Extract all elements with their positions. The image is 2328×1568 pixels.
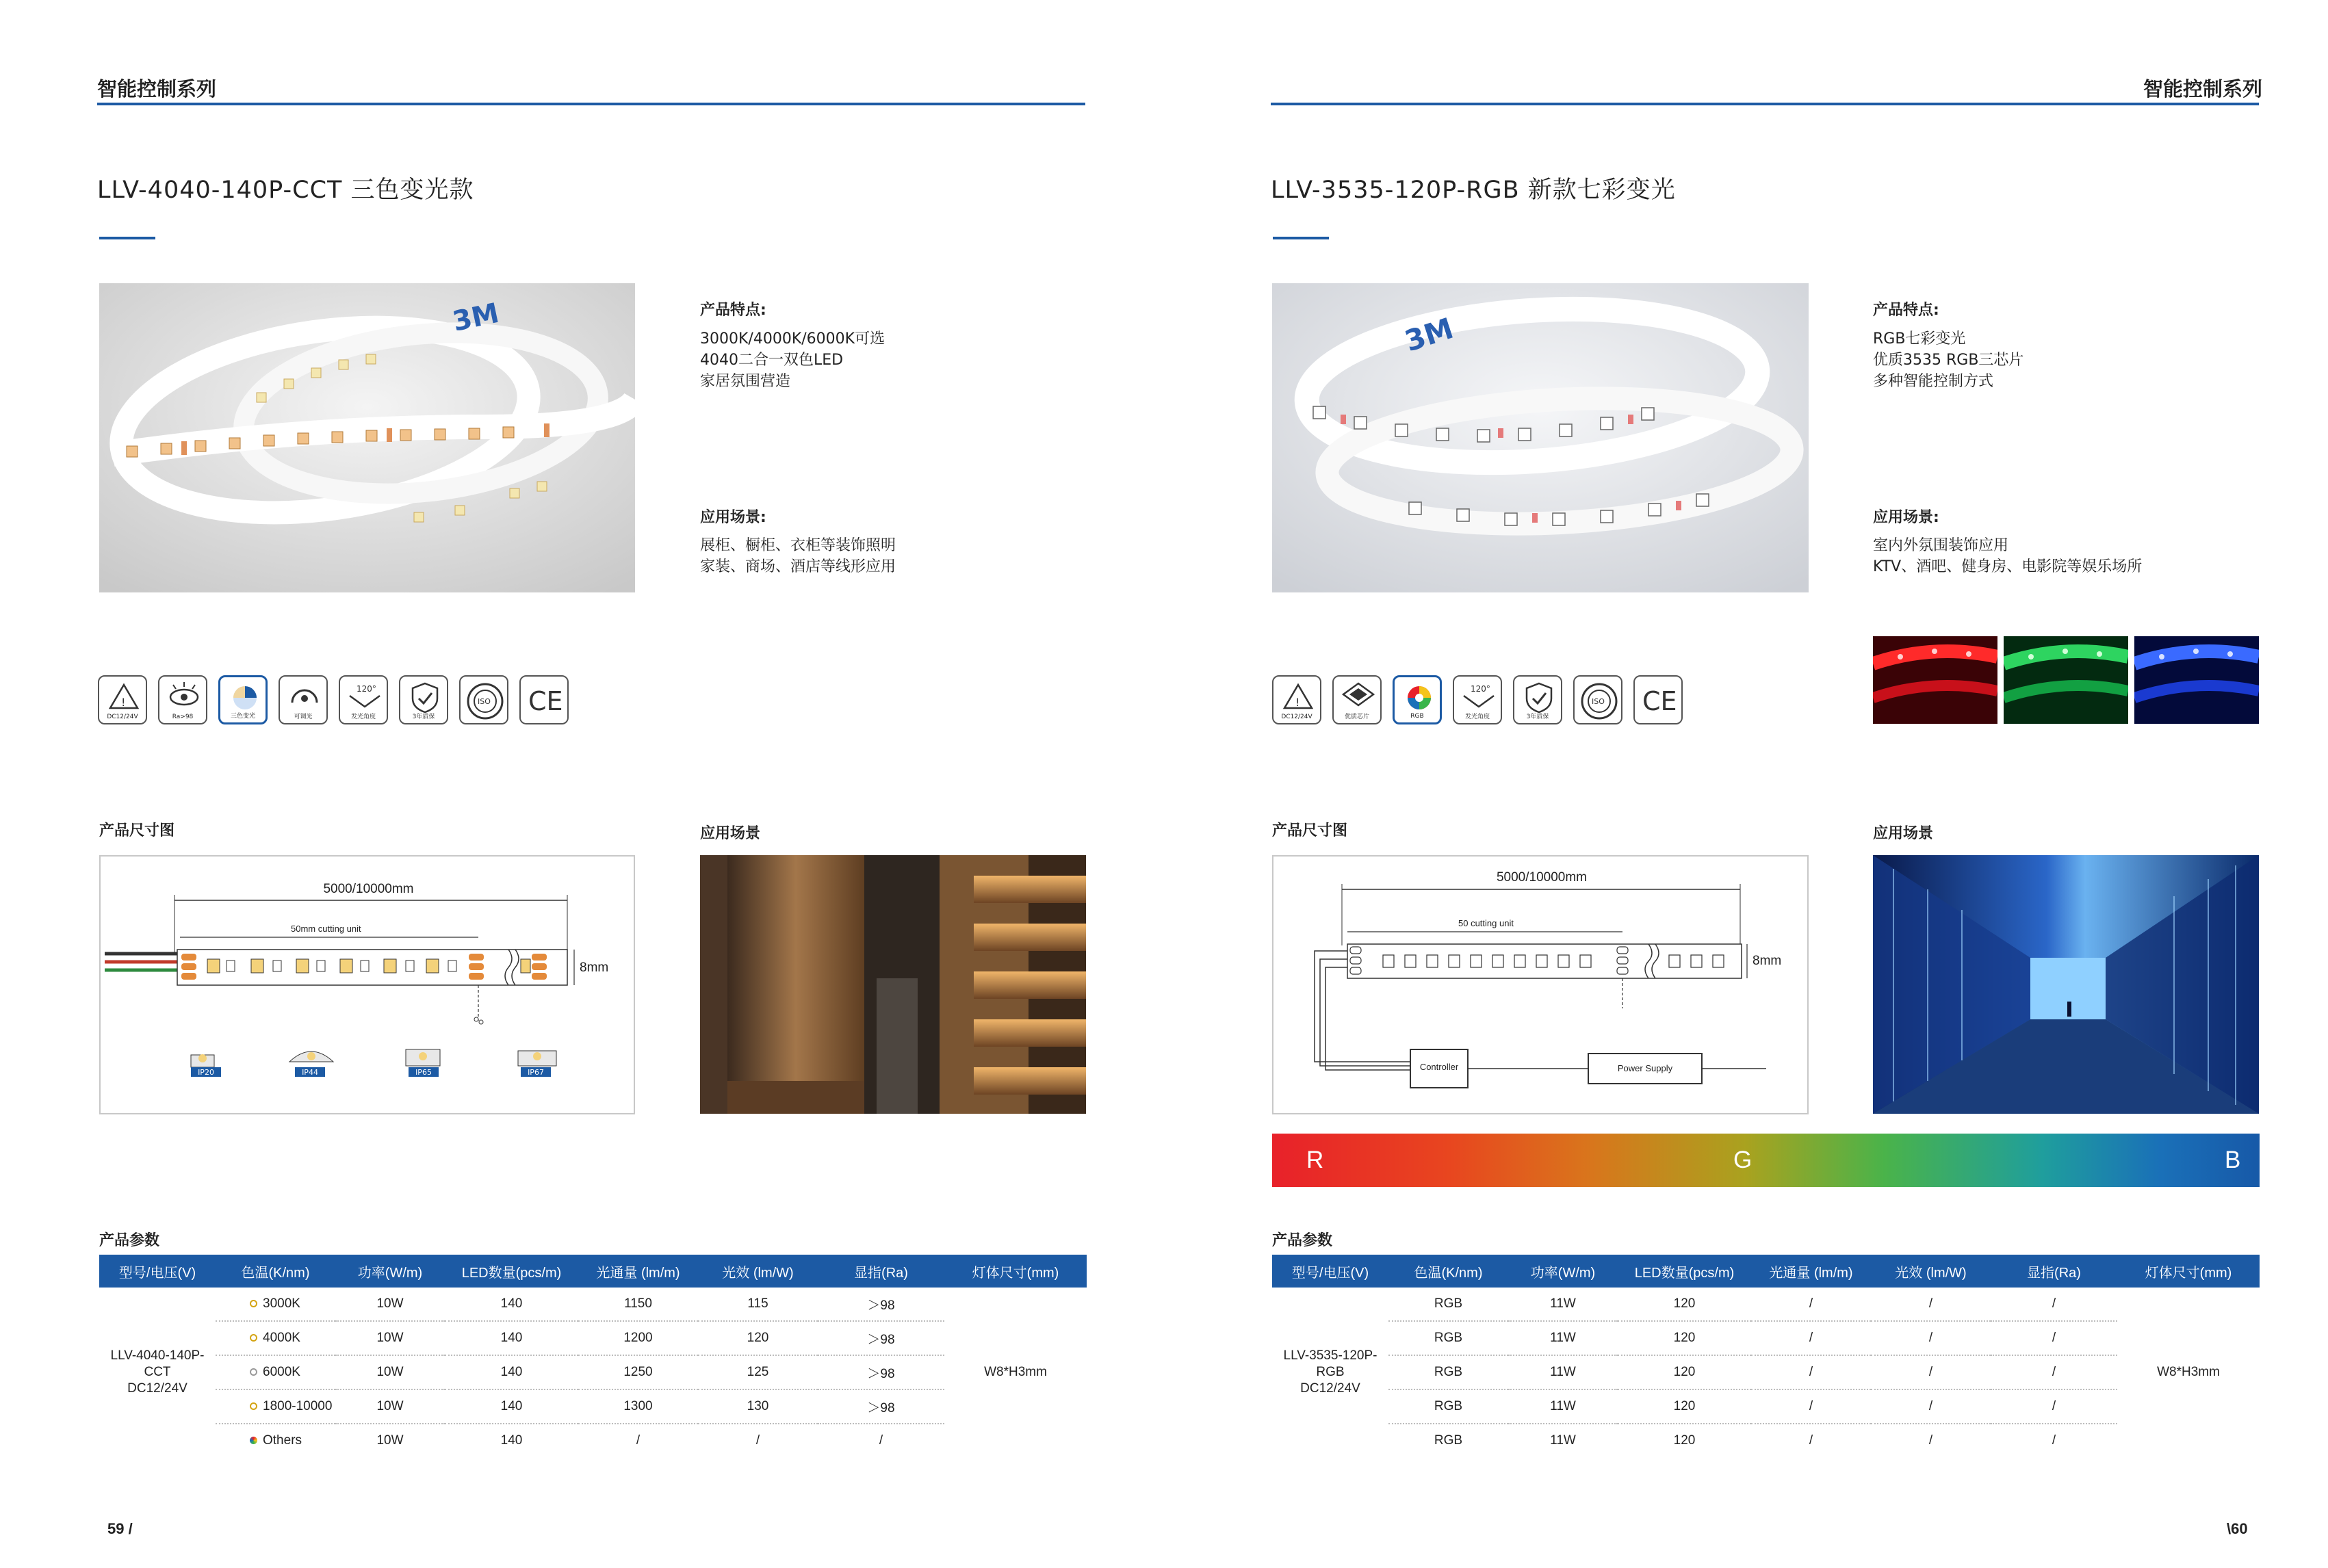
ce-mark-icon [1633,675,1683,724]
iso-certification-icon [1573,675,1622,724]
feature-item: 3000K/4000K/6000K可选 [700,330,885,348]
column-header: 型号/电压(V) [1272,1255,1388,1288]
rgb-bar-label-r: R [1306,1147,1324,1173]
application-item: KTV、酒吧、健身房、电影院等娱乐场所 [1873,558,2143,575]
product-photo-cct-strip [99,283,635,592]
feature-item: 4040二合一双色LED [700,352,844,369]
column-header: 型号/电压(V) [99,1255,216,1288]
feature-icons-left [98,675,577,727]
rgb-bar-label-g: G [1733,1147,1753,1173]
application-item: 室内外氛围装饰应用 [1873,537,2009,554]
svg-text:CE: CE [528,686,563,716]
feature-item: 优质3535 RGB三芯片 [1873,352,2024,369]
model-cell: LLV-3535-120P-RGB DC12/24V [1283,1348,1378,1396]
applications-heading-left: 应用场景: [700,509,766,526]
features-list-right [1873,328,2023,392]
dimmable-icon: 可调光 [279,675,328,724]
strip-length-label: 5000/10000mm [323,882,414,896]
voltage-warning-icon: ! DC12/24V [1272,675,1321,724]
column-header: 功率(W/m) [1508,1255,1618,1288]
color-dot-icon [250,1402,257,1410]
features-heading-right: 产品特点: [1873,302,1939,319]
rgb-color-wheel-icon: RGB [1393,675,1442,724]
table-row: LLV-3535-120P-RGB DC12/24V RGB 11W 120 / / / W8*H3mm [1272,1288,2260,1321]
application-item: 家装、商场、酒店等线形应用 [700,558,896,575]
scene-photo-cabinet [700,855,1086,1114]
table-row: 4000K 10W 140 1200 120 ＞98 [99,1321,1087,1355]
iso-certification-icon [459,675,508,724]
multicolor-dot-icon [250,1437,257,1444]
feature-icons-right [1272,675,1696,727]
params-heading-right: 产品参数 [1272,1232,1333,1249]
title-accent-right [1273,237,1329,239]
svg-text:120°: 120° [357,684,376,694]
voltage-warning-icon: ! DC12/24V [98,675,147,724]
table-row: RGB 11W 120 / / / [1272,1321,2260,1355]
rgb-gradient-bar [1272,1134,2260,1187]
cutting-unit-label: 50mm cutting unit [291,924,361,934]
svg-text:ISO: ISO [478,697,491,706]
ce-mark-icon [519,675,569,724]
strip-length-label: 5000/10000mm [1496,870,1588,885]
table-row: 1800-10000 10W 140 1300 130 ＞98 [99,1389,1087,1424]
column-header: LED数量(pcs/m) [445,1255,578,1288]
series-title-left: 智能控制系列 [97,77,217,101]
blue-light-demo-image [2134,636,2259,724]
page-number-left: 59 / [107,1520,133,1537]
column-header: 光效 (lm/W) [1871,1255,1991,1288]
header-rule-right [1271,103,2259,105]
warranty-shield-icon: 3年质保 [1513,675,1562,724]
table-row: RGB 11W 120 / / / [1272,1355,2260,1389]
power-supply-label: Power Supply [1617,1063,1673,1073]
applications-list-left [700,535,896,577]
color-dot-icon [250,1300,257,1307]
column-header: 光通量 (lm/m) [578,1255,698,1288]
controller-label: Controller [1419,1062,1459,1072]
chip-icon: 优质芯片 [1332,675,1382,724]
params-table-left [99,1255,1087,1457]
color-dot-icon [250,1334,257,1342]
table-row: RGB 11W 120 / / / [1434,1433,2056,1448]
column-header: 灯体尺寸(mm) [2117,1255,2260,1288]
product-photo-rgb-strip [1272,283,1809,592]
table-header-row [1272,1255,2260,1288]
table-row: LLV-4040-140P-CCT DC12/24V 3000K 10W 140 1150 115 ＞98 W8*H3mm [99,1288,1087,1321]
color-temperature-icon: 三色变光 [218,675,268,724]
feature-item: 家居氛围营造 [700,373,791,390]
scene-heading-right: 应用场景 [1873,825,1934,842]
red-light-demo-image [1873,636,1997,724]
svg-text:3M: 3M [450,297,502,338]
scene-photo-corridor [1873,855,2259,1114]
column-header: 功率(W/m) [335,1255,445,1288]
feature-item: RGB七彩变光 [1873,330,1966,348]
beam-angle-icon: 120° 发光角度 [1453,675,1502,724]
column-header: 光效 (lm/W) [698,1255,818,1288]
dimension-heading-right: 产品尺寸图 [1272,822,1348,839]
rgb-bar-label-b: B [2225,1147,2241,1173]
svg-text:ISO: ISO [1592,697,1605,706]
warranty-shield-icon: 3年质保 [399,675,448,724]
column-header: 显指(Ra) [818,1255,944,1288]
column-header: 显指(Ra) [1991,1255,2117,1288]
ip-rating-label: IP65 [415,1068,432,1077]
application-item: 展柜、橱柜、衣柜等装饰照明 [700,537,896,554]
svg-text:!: ! [1295,696,1300,709]
product-title-right: LLV-3535-120P-RGB 新款七彩变光 [1271,177,1676,204]
features-heading-left: 产品特点: [700,302,766,319]
table-row: Others 10W 140 / / / [99,1424,1087,1457]
strip-width-label: 8mm [1753,954,1782,968]
column-header: LED数量(pcs/m) [1618,1255,1751,1288]
column-header: 光通量 (lm/m) [1751,1255,1871,1288]
column-header: 灯体尺寸(mm) [944,1255,1087,1288]
svg-text:CE: CE [1642,686,1677,716]
model-cell: LLV-4040-140P-CCT DC12/24V [110,1348,205,1396]
ip-rating-label: IP67 [528,1068,544,1077]
column-header: 色温(K/nm) [216,1255,335,1288]
beam-angle-icon: 120° 发光角度 [339,675,388,724]
table-row: 6000K 10W 140 1250 125 ＞98 [99,1355,1087,1389]
ip-rating-label: IP44 [302,1068,318,1077]
svg-text:!: ! [121,696,126,709]
page-number-right: \60 [2227,1520,2248,1537]
params-table-right [1272,1255,2260,1457]
eye-icon: Ra>98 [158,675,207,724]
title-accent-left [99,237,155,239]
dimension-diagram-right [1272,855,1809,1114]
header-rule-left [97,103,1085,105]
ip-rating-label: IP20 [198,1068,214,1077]
size-cell: W8*H3mm [984,1365,1047,1379]
green-light-demo-image [2004,636,2128,724]
cutting-unit-label: 50 cutting unit [1458,918,1514,928]
scene-heading-left: 应用场景 [700,825,761,842]
dimension-diagram-left [99,855,635,1114]
applications-list-right [1873,535,2142,577]
size-cell: W8*H3mm [2157,1365,2220,1379]
table-header-row [99,1255,1087,1288]
strip-width-label: 8mm [580,961,609,975]
features-list-left [700,328,885,392]
svg-text:3M: 3M [1400,311,1458,358]
dimension-heading-left: 产品尺寸图 [99,822,175,839]
applications-heading-right: 应用场景: [1873,509,1939,526]
svg-text:120°: 120° [1471,684,1490,694]
column-header: 色温(K/nm) [1388,1255,1508,1288]
feature-item: 多种智能控制方式 [1873,373,1994,390]
params-heading-left: 产品参数 [99,1232,160,1249]
color-dot-icon [250,1368,257,1376]
table-row: RGB 11W 120 / / / [1272,1389,2260,1424]
series-title-right: 智能控制系列 [2143,77,2262,101]
product-title-left: LLV-4040-140P-CCT 三色变光款 [97,177,474,204]
